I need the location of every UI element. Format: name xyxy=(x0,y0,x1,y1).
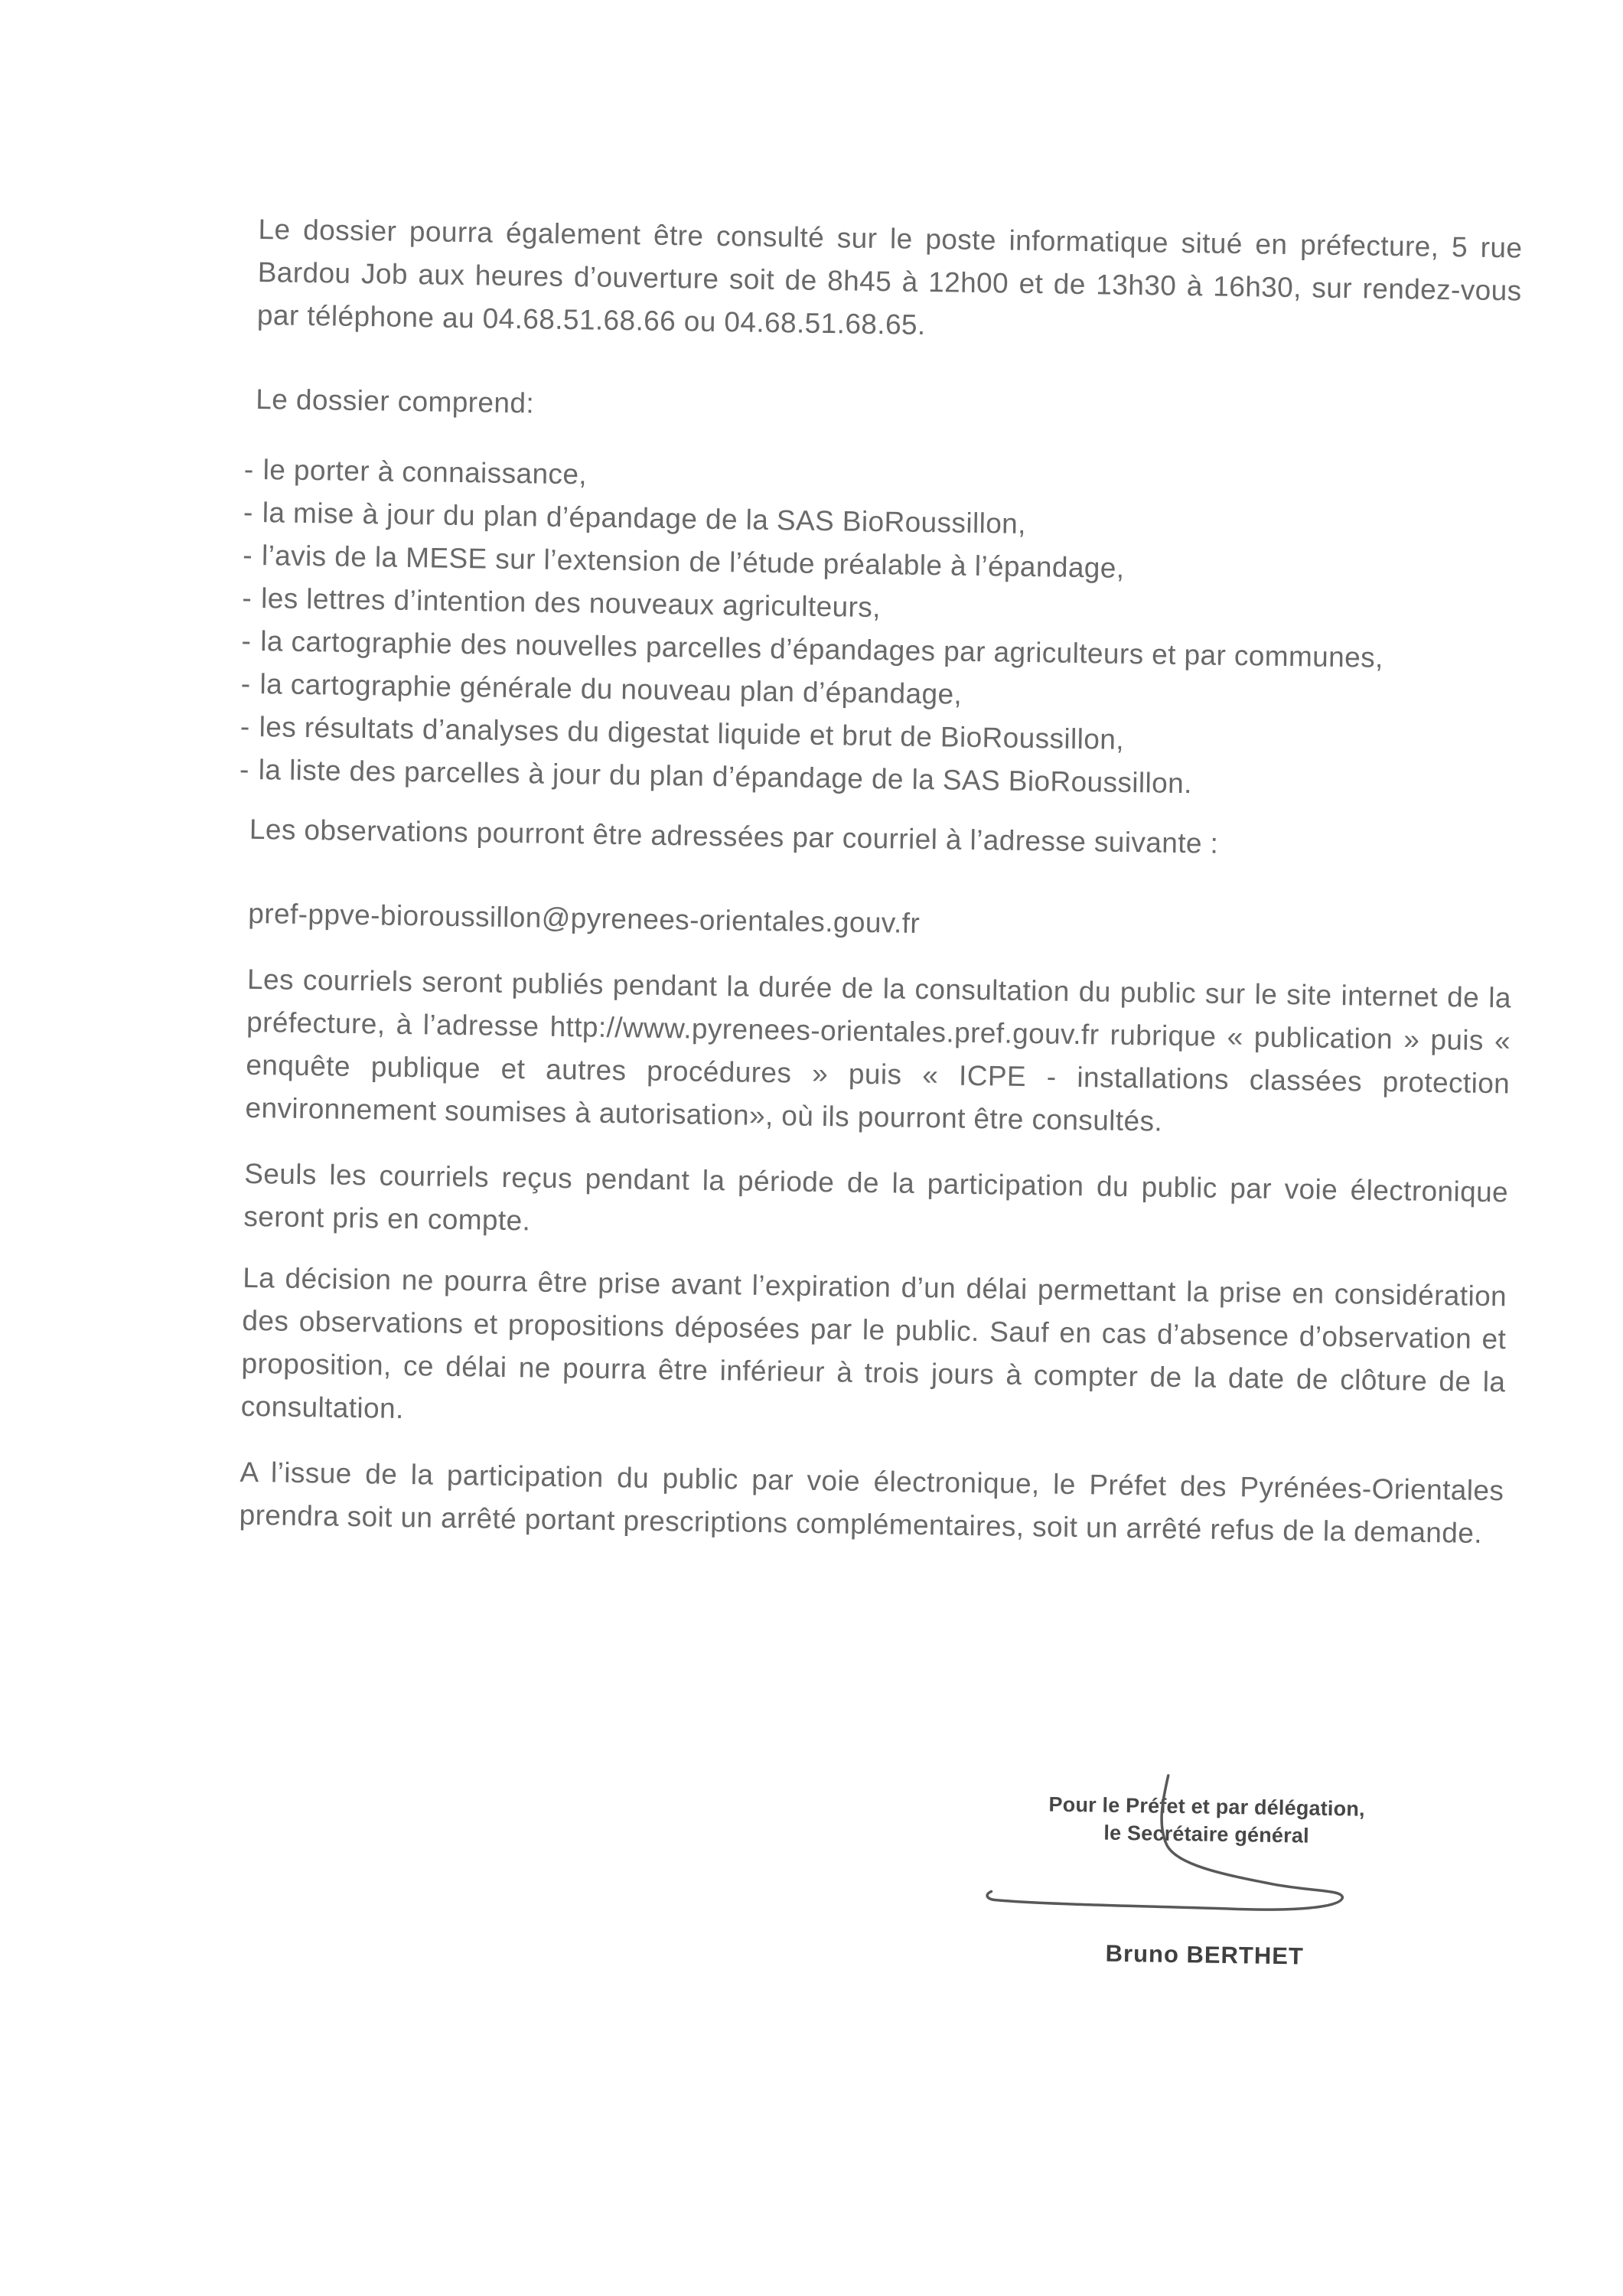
paragraph-courriels-periode: Seuls les courriels reçus pendant la période de la participation du public par voie électronique seront pris en compte. xyxy=(243,1157,1509,1237)
list-item-text: l’avis de la MESE sur l’extension de l’étude préalable à l’épandage, xyxy=(261,540,1125,584)
list-dash: - xyxy=(240,710,250,742)
list-dash: - xyxy=(240,667,251,700)
list-item-text: le porter à connaissance, xyxy=(262,454,588,491)
list-dash: - xyxy=(242,582,253,614)
letter-body xyxy=(229,208,1523,2232)
list-dash: - xyxy=(243,453,254,485)
list-dash: - xyxy=(242,539,253,571)
signature-delegation-line: Pour le Préfet et par délégation, xyxy=(1048,1792,1365,1821)
paragraph-consultation-access: Le dossier pourra également être consulté sur le poste informatique situé en préfecture, 5 rue Bardou Job aux heures d’ouverture soit de 8h45 à 12h00 et de 13h30 à 16h30, sur rendez-vous par téléphone au 04.68.51.68.66 ou 04.68.51.68.65. xyxy=(256,213,1523,341)
list-item-text: la cartographie générale du nouveau plan d’épandage, xyxy=(259,668,963,710)
list-item-text: la cartographie des nouvelles parcelles d’épandages par agriculteurs et par communes, xyxy=(260,625,1384,673)
paragraph-decision-delai: La décision ne pourra être prise avant l’expiration d’un délai permettant la prise en considération des observations et propositions déposées par le public. Sauf en cas d’absence d’observation et proposition, ce délai ne pourra être inférieur à trois jours à compter de la date de clôture de la consultation. xyxy=(240,1261,1507,1424)
list-item-text: les lettres d’intention des nouveaux agriculteurs, xyxy=(260,582,882,624)
signature-block xyxy=(1036,1790,1376,1979)
paragraph-issue-participation: A l’issue de la participation du public par voie électronique, le Préfet des Pyrénées-Orientales prendra soit un arrêté portant prescriptions complémentaires, soit un arrêté refus de la demande. xyxy=(239,1456,1504,1549)
paragraph-observations-intro: Les observations pourront être adressées par courriel à l’adresse suivante : xyxy=(249,813,1219,859)
list-dash: - xyxy=(241,625,252,657)
dossier-contents-list xyxy=(240,448,1519,810)
signature-role-line: le Secrétaire général xyxy=(1103,1821,1310,1848)
list-dash: - xyxy=(243,496,254,528)
list-item-text: les résultats d’analyses du digestat liquide et brut de BioRoussillon, xyxy=(259,711,1125,755)
paragraph-dossier-comprend: Le dossier comprend: xyxy=(255,383,535,419)
email-address: pref-ppve-bioroussillon@pyrenees-orientales.gouv.fr xyxy=(248,897,921,939)
signatory-name: Bruno BERTHET xyxy=(1105,1939,1305,1970)
list-dash: - xyxy=(239,753,250,785)
paragraph-publication-site: Les courriels seront publiés pendant la durée de la consultation du public sur le site internet de la préfecture, à l’adresse http://www.pyrenees-orientales.pref.gouv.fr rubrique « publication » puis « enquête publique et autres procédures » puis « ICPE - installations classées protection environnement soumises à autorisation», où ils pourront être consultés. xyxy=(245,963,1512,1137)
list-item-text: la liste des parcelles à jour du plan d’épandage de la SAS BioRoussillon. xyxy=(258,754,1193,800)
list-item-text: la mise à jour du plan d’épandage de la SAS BioRoussillon, xyxy=(262,497,1027,540)
